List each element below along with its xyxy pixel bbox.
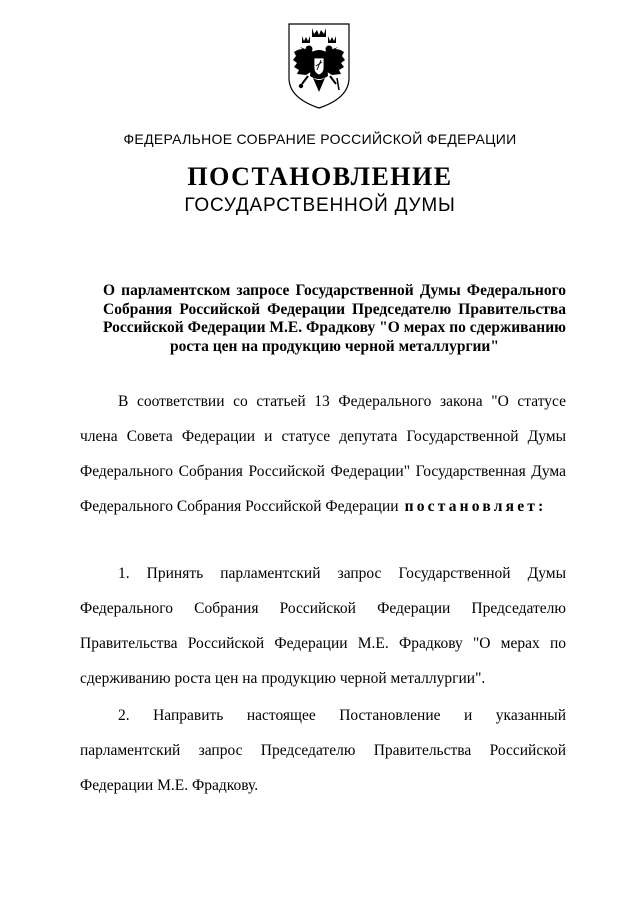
resolution-subject: О парламентском запросе Государственной Думы Федерального Собрания Российской Федерации Председателю Правительства Российской Федерации М.Е. Фрадкову "О мерах по сдерживанию роста цен на продукцию черной металлургии" bbox=[103, 282, 566, 355]
russian-coat-of-arms-icon bbox=[284, 22, 354, 110]
resolution-item-2: 2. Направить настоящее Постановление и указанный парламентский запрос Председателю Правительства Российской Федерации М.Е. Фрадкову. bbox=[80, 707, 566, 794]
issuer-heading: ФЕДЕРАЛЬНОЕ СОБРАНИЕ РОССИЙСКОЙ ФЕДЕРАЦИИ bbox=[123, 131, 517, 147]
document-type-title: ПОСТАНОВЛЕНИЕ bbox=[187, 162, 453, 191]
resolution-item-1: 1. Принять парламентский запрос Государственной Думы Федерального Собрания Российской Федерации Председателю Правительства Российской Федерации М.Е. Фрадкову "О мерах по сдерживанию роста цен на продукцию черной металлургии". bbox=[80, 565, 566, 687]
resolves-keyword: постановляет: bbox=[404, 498, 547, 515]
preamble-paragraph bbox=[80, 384, 566, 524]
preamble-text: В соответствии со статьей 13 Федерального закона "О статусе члена Совета Федерации и статусе депутата Государственной Думы Федерального Собрания Российской Федерации" Государственная Дума Федерального Собрания Российской Федерации bbox=[80, 393, 566, 515]
issuing-body-subtitle: ГОСУДАРСТВЕННОЙ ДУМЫ bbox=[184, 195, 456, 216]
